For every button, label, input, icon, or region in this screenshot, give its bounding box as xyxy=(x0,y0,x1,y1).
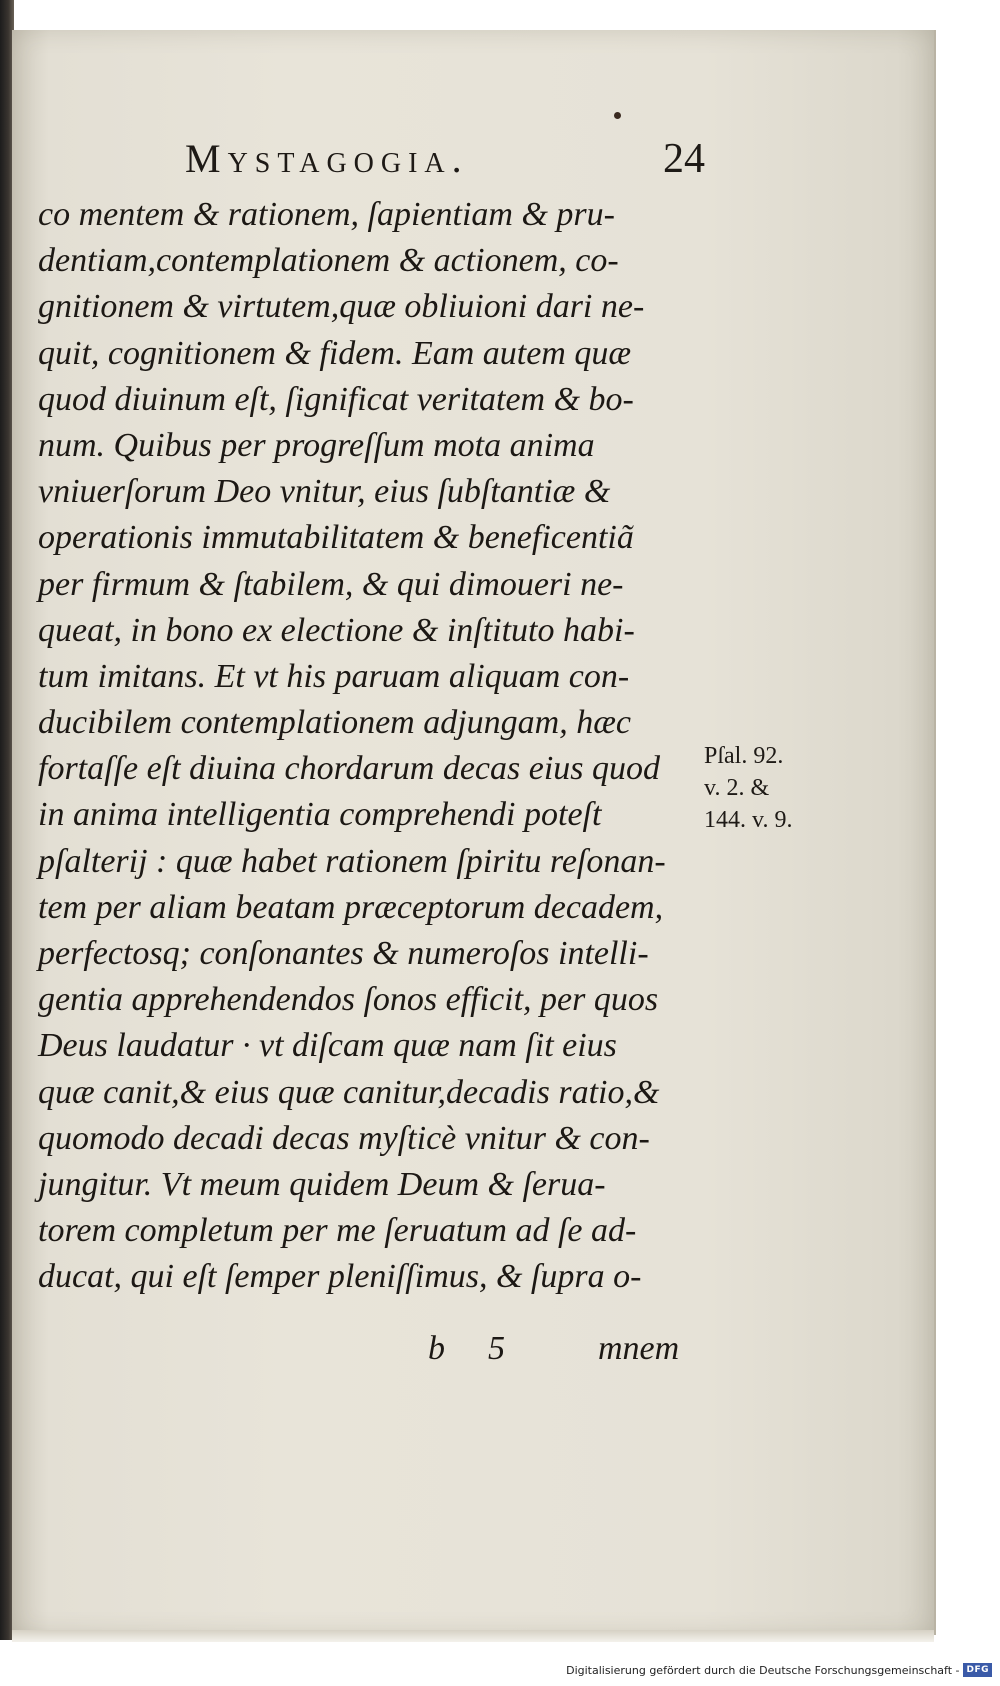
signature-mark: 5 xyxy=(488,1330,505,1367)
text-line: quomodo decadi decas myſticè vnitur & con- xyxy=(38,1119,650,1157)
text-line: ducat, qui eſt ſemper pleniſſimus, & ſupra o- xyxy=(38,1258,642,1296)
signature-line xyxy=(428,1330,708,1376)
text-line: queat, in bono ex electione & inſtituto habi- xyxy=(38,611,635,649)
footer-credit: Digitalisierung gefördert durch die Deutsche Forschungsgemeinschaft - xyxy=(566,1663,960,1677)
text-line: gentia apprehendendos ſonos efficit, per quos xyxy=(38,981,659,1019)
signature-mark: b xyxy=(428,1330,445,1367)
ink-speck xyxy=(614,112,621,119)
text-line: quæ canit,& eius quæ canitur,decadis ratio,& xyxy=(38,1073,660,1111)
digitization-footer xyxy=(566,1660,992,1680)
text-line: num. Quibus per progreſſum mota anima xyxy=(38,426,595,464)
text-line: torem completum per me ſeruatum ad ſe ad- xyxy=(38,1212,637,1250)
page-number: 24 xyxy=(663,136,705,182)
text-line: tem per aliam beatam præceptorum decadem, xyxy=(38,888,664,926)
text-line: gnitionem & virtutem,quæ obliuioni dari ne- xyxy=(38,288,645,326)
margin-note-line: Pſal. 92. xyxy=(704,743,784,769)
catchword: mnem xyxy=(598,1330,680,1367)
margin-note-line: 144. v. 9. xyxy=(704,807,793,833)
text-line: jungitur. Vt meum quidem Deum & ſerua- xyxy=(38,1165,606,1203)
text-line: tum imitans. Et vt his paruam aliquam con- xyxy=(38,657,630,695)
text-line: dentiam,contemplationem & actionem, co- xyxy=(38,242,619,280)
text-line: pſalterij : quæ habet rationem ſpiritu reſonan- xyxy=(38,842,666,880)
running-title: Mystagogia. xyxy=(185,136,469,181)
text-line: perfectosq; conſonantes & numeroſos intelli- xyxy=(38,935,649,972)
text-line: operationis immutabilitatem & beneficentiã xyxy=(38,519,634,557)
text-line: in anima intelligentia comprehendi poteſt xyxy=(38,796,602,834)
text-line: per firmum & ſtabilem, & qui dimoueri ne- xyxy=(38,565,624,603)
text-line: vniuerſorum Deo vnitur, eius ſubſtantiæ & xyxy=(38,473,611,511)
text-line: ducibilem contemplationem adjungam, hæc xyxy=(38,704,632,742)
margin-note xyxy=(704,740,792,836)
text-line: co mentem & rationem, ſapientiam & pru- xyxy=(38,196,615,233)
text-line: quit, cognitionem & fidem. Eam autem quæ xyxy=(38,334,632,372)
text-line: quod diuinum eſt, ſignificat veritatem & bo- xyxy=(38,380,634,418)
text-line: fortaſſe eſt diuina chordarum decas eius quod xyxy=(38,750,661,788)
margin-note-line: v. 2. & xyxy=(704,775,770,801)
text-line: Deus laudatur · vt diſcam quæ nam ſit eius xyxy=(38,1027,617,1065)
dfg-logo: DFG xyxy=(963,1663,992,1677)
body-text xyxy=(38,192,718,1301)
page-bottom-edge xyxy=(12,1630,934,1642)
